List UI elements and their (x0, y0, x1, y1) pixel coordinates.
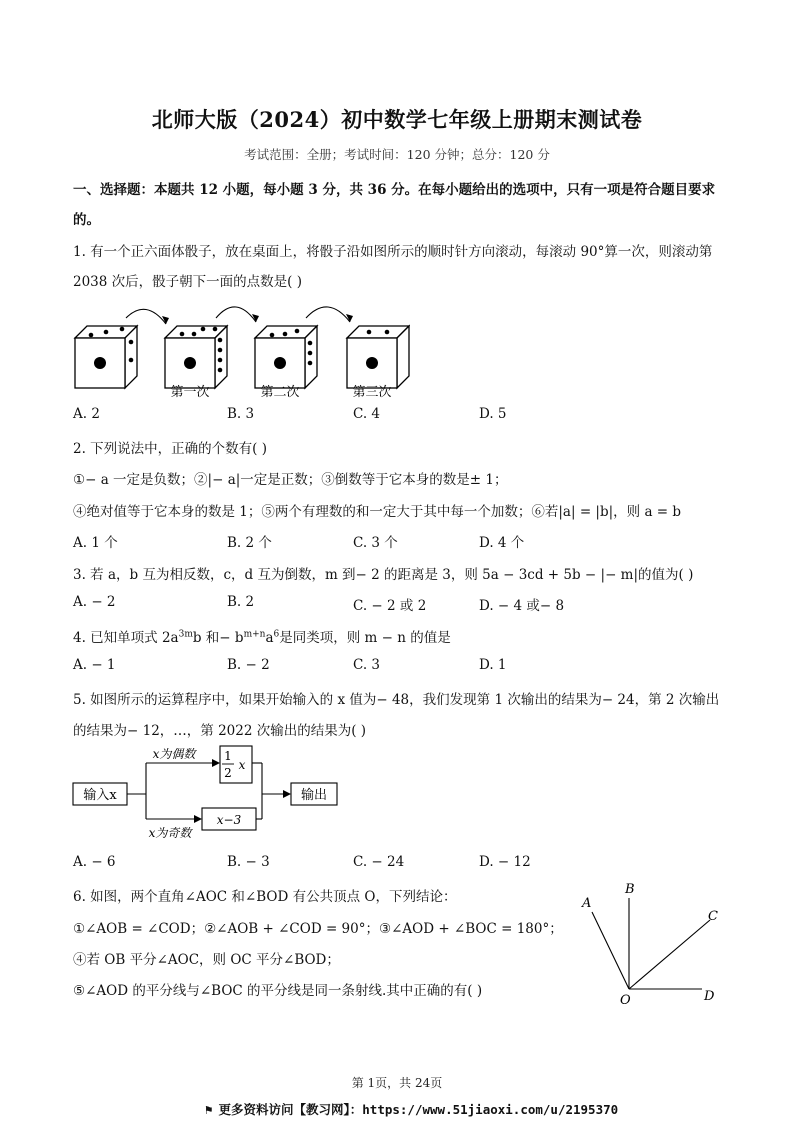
figure-label-first: 第一次 (170, 385, 210, 400)
q5-option-d[interactable]: D. − 12 (479, 854, 531, 870)
q3-text: 3. 若 a，b 互为相反数，c，d 互为倒数，m 到− 2 的距离是 3，则 5a − 3cd + 5b − |− m|的值为( ) (73, 567, 694, 583)
die-first (165, 326, 227, 388)
q5-option-a[interactable]: A. − 6 (73, 854, 116, 870)
q6-statements-3: ⑤∠AOD 的平分线与∠BOC 的平分线是同一条射线.其中正确的有( ) (73, 983, 483, 999)
flag-icon: ⚑ (205, 1102, 213, 1117)
q4-exponent: 3m (178, 629, 193, 640)
q6-text: 6. 如图，两个直角∠AOC 和∠BOD 有公共顶点 O，下列结论： (73, 889, 457, 905)
flow-output-box: 输出 (300, 788, 328, 803)
q4-text-part: a (265, 630, 274, 646)
q5-text: 5. 如图所示的运算程序中，如果开始输入的 x 值为− 48，我们发现第 1 次输出的结果为− 24，第 2 次输出 (73, 692, 720, 708)
exam-meta: 考试范围：全册；考试时间：120 分钟；总分：120 分 (244, 147, 550, 162)
flow-half-numerator: 1 (224, 749, 232, 763)
q2-option-c[interactable]: C. 3 个 (353, 535, 398, 551)
q4-text-part: 4. 已知单项式 2a (73, 630, 179, 646)
dice-figure (70, 298, 410, 402)
figure-label-third: 第三次 (352, 385, 392, 400)
q4-option-c[interactable]: C. 3 (353, 657, 381, 673)
q4-exponent: 6 (273, 629, 280, 640)
section-heading: 一、选择题：本题共 12 小题，每小题 3 分，共 36 分。在每小题给出的选项中，只有一项是符合题目要求 (73, 182, 716, 198)
flow-even-label: x为偶数 (152, 747, 196, 761)
q2-statements-2: ④绝对值等于它本身的数是 1；⑤两个有理数的和一定大于其中每一个加数；⑥若|a| = |b|，则 a = b (73, 504, 682, 520)
q1-text-cont: 2038 次后，骰子朝下一面的点数是( ) (73, 274, 302, 290)
page-number: 第 1页，共 24页 (351, 1076, 443, 1090)
point-b-label: B (625, 882, 635, 897)
point-d-label: D (704, 989, 715, 1004)
q2-option-a[interactable]: A. 1 个 (73, 535, 118, 551)
angle-figure (572, 876, 732, 1008)
point-a-label: A (582, 896, 592, 911)
roll-arrow-icon (306, 307, 350, 322)
advert-text[interactable]: 更多资料访问【教习网】：https://www.51jiaoxi.com/u/2195370 (218, 1102, 619, 1117)
q4-option-d[interactable]: D. 1 (479, 657, 507, 673)
q3-option-d[interactable]: D. − 4 或− 8 (479, 598, 565, 614)
q1-option-b[interactable]: B. 3 (227, 406, 255, 422)
flow-minus-box: x−3 (216, 813, 242, 827)
q2-option-d[interactable]: D. 4 个 (479, 535, 525, 551)
q1-option-a[interactable]: A. 2 (73, 406, 100, 422)
flowchart-figure (70, 742, 345, 842)
flow-input-box: 输入x (83, 788, 117, 803)
q5-option-c[interactable]: C. − 24 (353, 854, 405, 870)
q2-option-b[interactable]: B. 2 个 (227, 535, 272, 551)
q6-statements-2: ④若 OB 平分∠AOC，则 OC 平分∠BOD； (73, 952, 340, 968)
flow-half-denominator: 2 (224, 766, 232, 780)
die-start (75, 326, 137, 388)
q1-option-c[interactable]: C. 4 (353, 406, 381, 422)
point-c-label: C (708, 909, 718, 924)
q1-option-d[interactable]: D. 5 (479, 406, 507, 422)
q4-exponent: m+n (243, 629, 266, 640)
q4-text-part: b 和− b (192, 630, 244, 646)
roll-arrow-icon (126, 309, 166, 324)
q6-statements-1: ①∠AOB = ∠COD；②∠AOB + ∠COD = 90°；③∠AOD + ∠BOC = 180°； (73, 921, 563, 937)
q5-text-cont: 的结果为− 12，…，第 2022 次输出的结果为( ) (73, 723, 367, 739)
point-o-label: O (620, 993, 631, 1008)
die-third (347, 326, 409, 388)
flow-half-var: x (238, 758, 246, 772)
q5-option-b[interactable]: B. − 3 (227, 854, 270, 870)
q1-text: 1. 有一个正六面体骰子，放在桌面上，将骰子沿如图所示的顺时针方向滚动，每滚动 90°算一次，则滚动第 (73, 244, 713, 260)
die-second (255, 326, 317, 388)
q2-statements-1: ①− a 一定是负数；②|− a|一定是正数；③倒数等于它本身的数是± 1； (73, 472, 508, 488)
q3-option-a[interactable]: A. − 2 (73, 594, 116, 610)
q4-option-b[interactable]: B. − 2 (227, 657, 270, 673)
section-heading-cont: 的。 (73, 212, 100, 228)
flow-odd-label: x为奇数 (148, 826, 192, 840)
q4-option-a[interactable]: A. − 1 (73, 657, 116, 673)
q3-option-b[interactable]: B. 2 (227, 594, 255, 610)
q4-text-part: 是同类项，则 m − n 的值是 (279, 630, 451, 646)
advert-link[interactable] (205, 1100, 618, 1118)
page-title: 北师大版（2024）初中数学七年级上册期末测试卷 (151, 107, 643, 132)
q3-option-c[interactable]: C. − 2 或 2 (353, 598, 427, 614)
q2-text: 2. 下列说法中，正确的个数有( ) (73, 441, 267, 457)
figure-label-second: 第二次 (260, 385, 300, 400)
roll-arrow-icon (216, 307, 256, 322)
q4-text (73, 626, 451, 646)
